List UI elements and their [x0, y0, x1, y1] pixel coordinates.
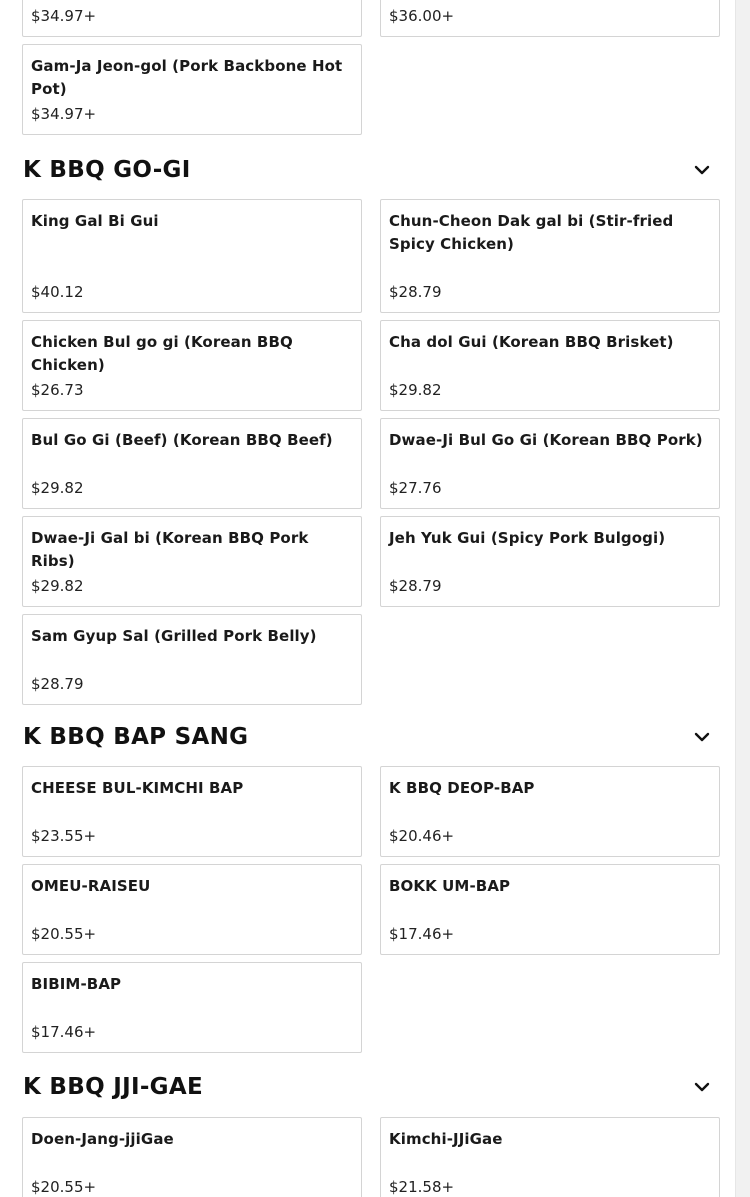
item-name: Dwae-Ji Bul Go Gi (Korean BBQ Pork) [389, 431, 703, 449]
menu-item-card[interactable] [22, 766, 362, 857]
item-price: $34.97+ [31, 7, 97, 25]
item-name: K BBQ DEOP-BAP [389, 779, 535, 797]
item-name: Bul Go Gi (Beef) (Korean BBQ Beef) [31, 431, 333, 449]
menu-item-card[interactable] [22, 320, 362, 411]
menu-item-card[interactable] [380, 1117, 720, 1197]
chevron-down-icon[interactable] [692, 160, 712, 180]
item-price: $17.46+ [389, 925, 455, 943]
item-price: $27.76 [389, 479, 442, 497]
item-price: $29.82 [389, 381, 442, 399]
menu-item-card[interactable] [380, 864, 720, 955]
item-price: $29.82 [31, 479, 84, 497]
item-name: Kimchi-JJiGae [389, 1130, 503, 1148]
chevron-down-icon[interactable] [692, 727, 712, 747]
item-name: Dwae-Ji Gal bi (Korean BBQ Pork Ribs) [31, 529, 309, 570]
item-price: $20.46+ [389, 827, 455, 845]
item-name: Doen-Jang-jjiGae [31, 1130, 174, 1148]
item-name: Jeh Yuk Gui (Spicy Pork Bulgogi) [389, 529, 666, 547]
item-price: $29.82 [31, 577, 84, 595]
scrollbar[interactable] [735, 0, 750, 1197]
item-name: CHEESE BUL-KIMCHI BAP [31, 779, 244, 797]
item-price: $34.97+ [31, 105, 97, 123]
menu-item-card[interactable] [22, 0, 362, 37]
menu-item-card[interactable] [22, 516, 362, 607]
section-title: K BBQ BAP SANG [23, 724, 249, 750]
item-name: Gam-Ja Jeon-gol (Pork Backbone Hot Pot) [31, 57, 343, 98]
previous-section-items [22, 0, 720, 135]
item-name: BOKK UM-BAP [389, 877, 511, 895]
item-name: OMEU-RAISEU [31, 877, 151, 895]
menu-item-card[interactable] [380, 418, 720, 509]
section-title: K BBQ GO-GI [23, 157, 191, 183]
menu-section-bap-sang [22, 717, 720, 1053]
item-name: BIBIM-BAP [31, 975, 122, 993]
menu-item-card[interactable] [22, 44, 362, 135]
menu-item-card[interactable] [380, 199, 720, 313]
section-title: K BBQ JJI-GAE [23, 1074, 203, 1100]
menu-section-jji-gae [22, 1067, 720, 1197]
item-name: Chun-Cheon Dak gal bi (Stir-fried Spicy Chicken) [389, 212, 674, 253]
item-price: $28.79 [389, 283, 442, 301]
section-header[interactable] [22, 717, 720, 757]
item-price: $17.46+ [31, 1023, 97, 1041]
item-price: $26.73 [31, 381, 84, 399]
item-name: Chicken Bul go gi (Korean BBQ Chicken) [31, 333, 293, 374]
menu-item-card[interactable] [22, 418, 362, 509]
item-price: $20.55+ [31, 1178, 97, 1196]
menu-item-card[interactable] [22, 199, 362, 313]
menu-item-card[interactable] [380, 0, 720, 37]
menu-section-go-gi [22, 150, 720, 705]
item-name: Sam Gyup Sal (Grilled Pork Belly) [31, 627, 317, 645]
item-price: $21.58+ [389, 1178, 455, 1196]
menu-item-card[interactable] [380, 516, 720, 607]
menu-item-card[interactable] [22, 864, 362, 955]
item-price: $28.79 [31, 675, 84, 693]
menu-item-card[interactable] [22, 614, 362, 705]
item-price: $28.79 [389, 577, 442, 595]
menu-item-card[interactable] [380, 320, 720, 411]
section-header[interactable] [22, 150, 720, 190]
item-price: $23.55+ [31, 827, 97, 845]
item-price: $40.12 [31, 283, 84, 301]
section-header[interactable] [22, 1067, 720, 1107]
item-price: $20.55+ [31, 925, 97, 943]
menu-item-card[interactable] [22, 1117, 362, 1197]
item-name: Cha dol Gui (Korean BBQ Brisket) [389, 333, 674, 351]
menu-item-card[interactable] [380, 766, 720, 857]
chevron-down-icon[interactable] [692, 1077, 712, 1097]
menu-item-card[interactable] [22, 962, 362, 1053]
item-name: King Gal Bi Gui [31, 212, 159, 230]
item-price: $36.00+ [389, 7, 455, 25]
